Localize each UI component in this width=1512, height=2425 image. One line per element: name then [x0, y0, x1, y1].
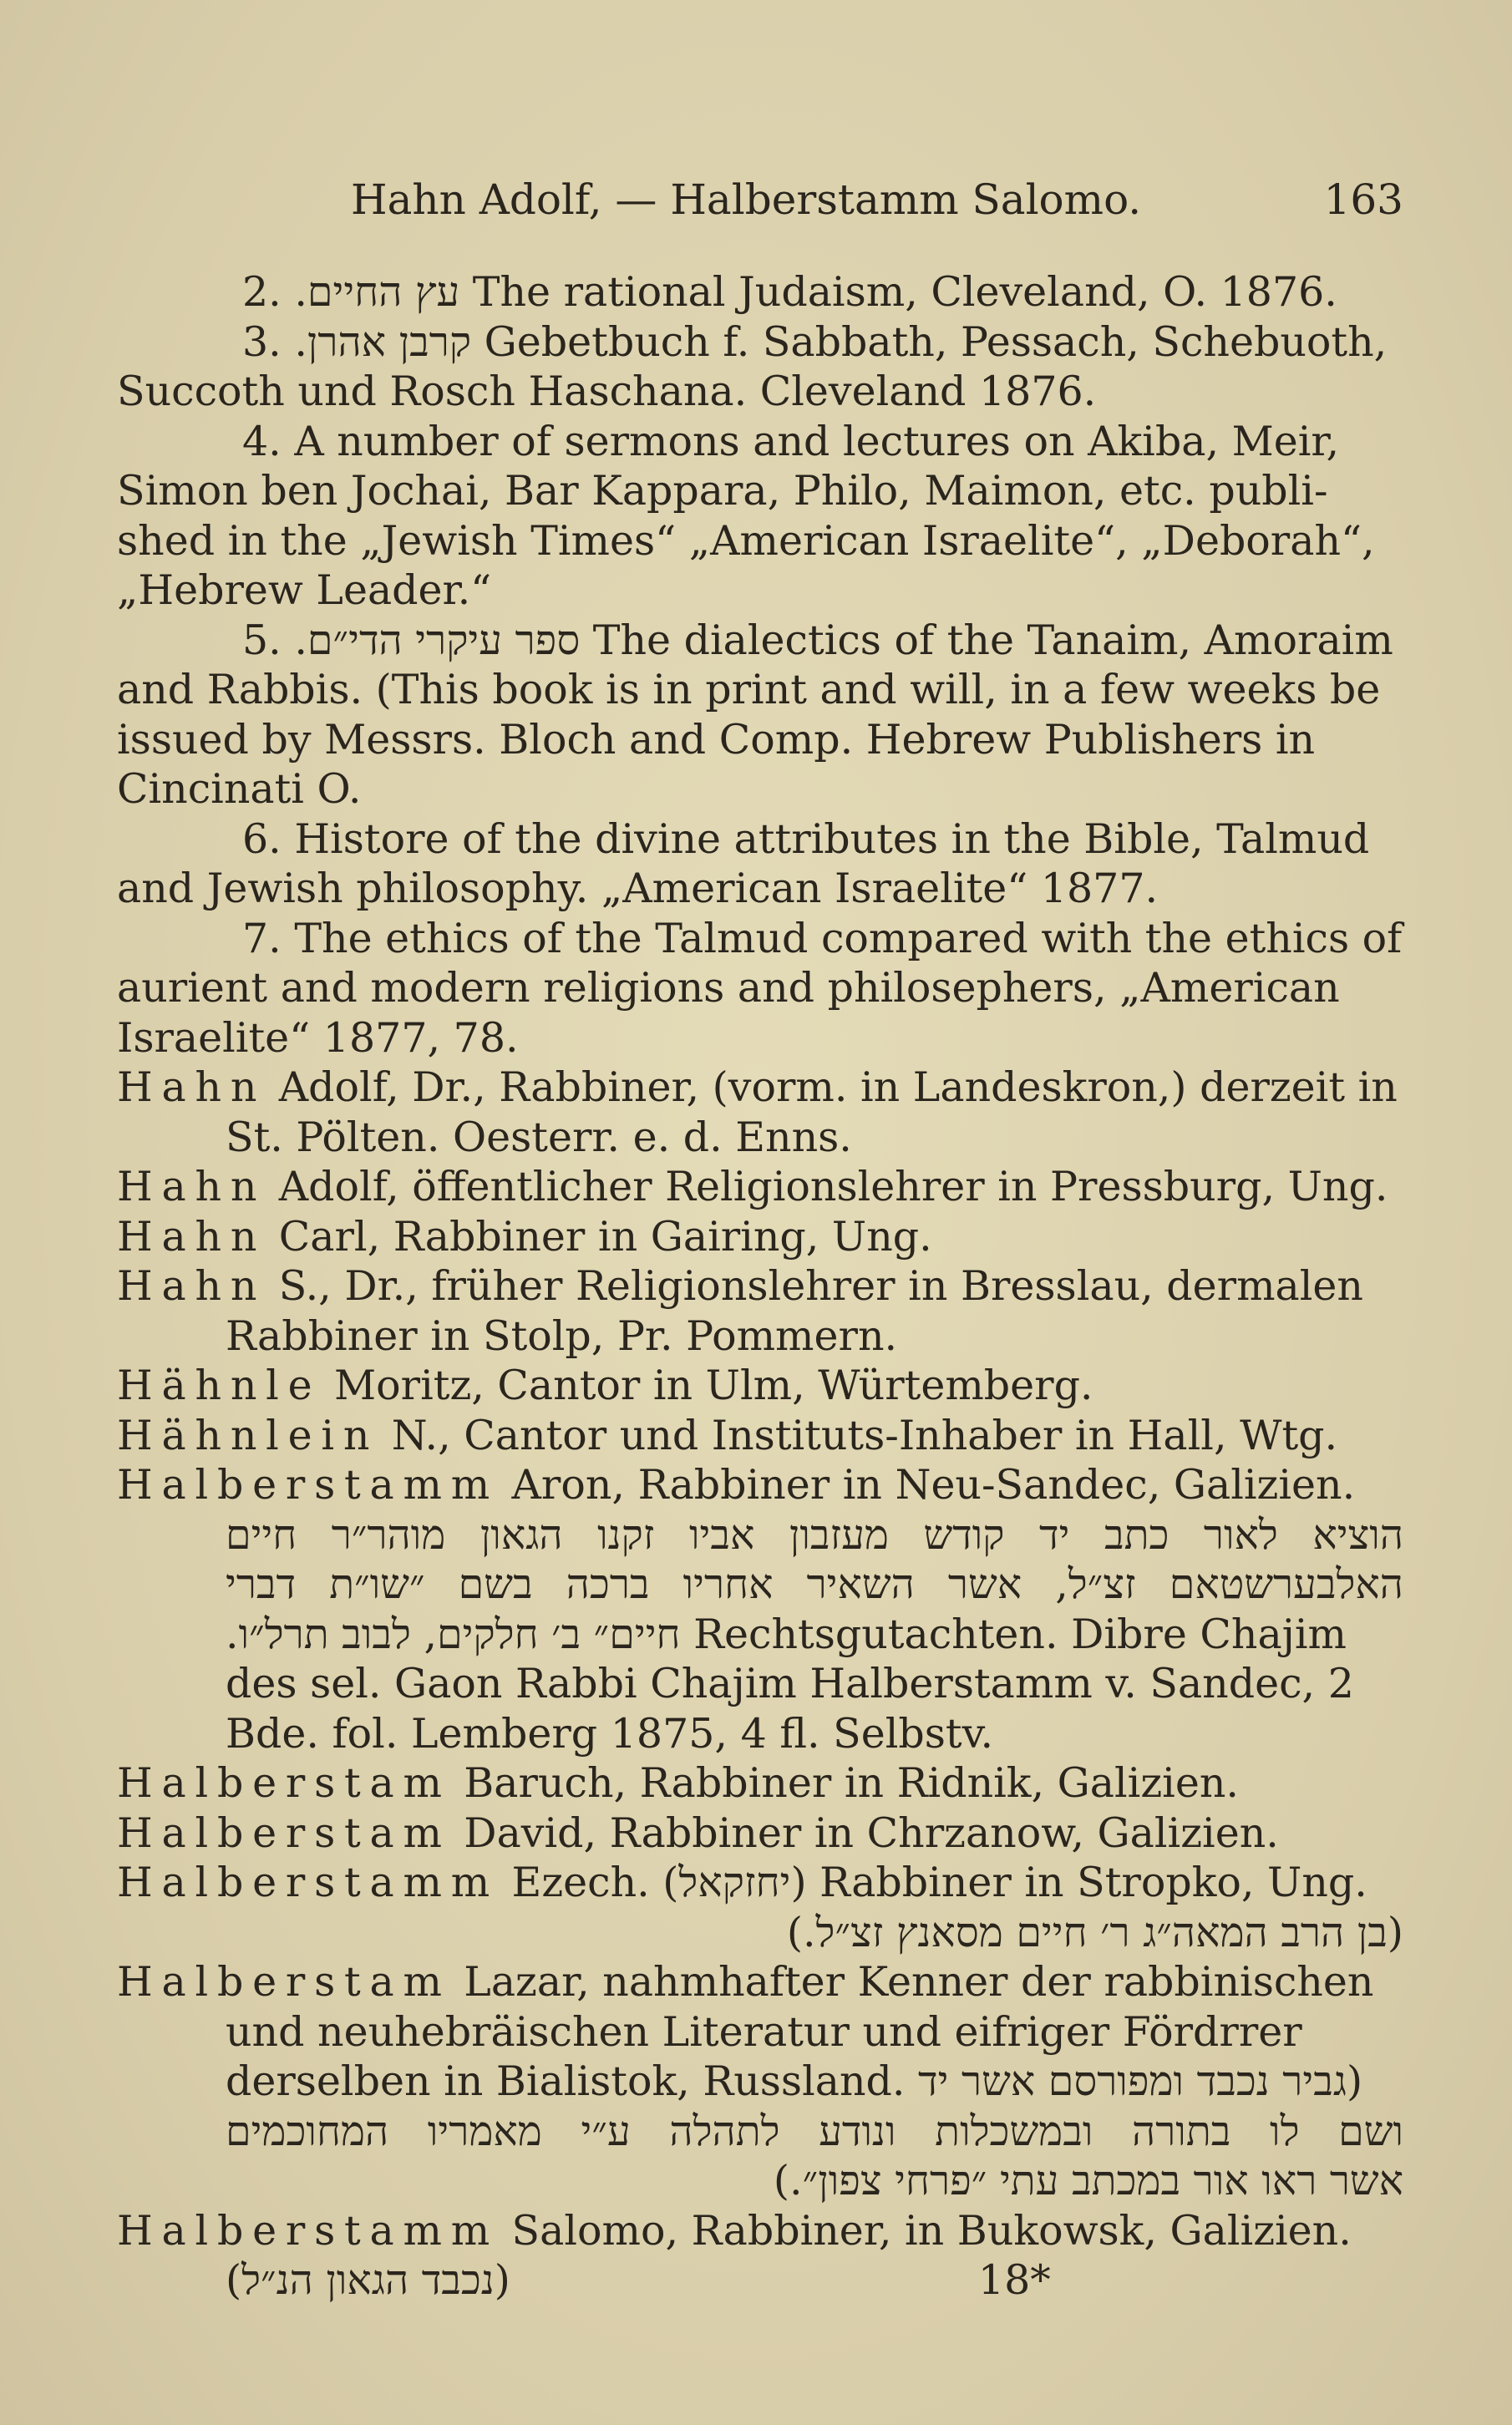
- entry-hahn-carl: [117, 1212, 1403, 1262]
- entry-halberstam-david: [117, 1809, 1403, 1859]
- entry-text: S., Dr., früher Religionslehrer in Bresslau, dermalen Rabbiner in Stolp, Pr. Pommern.: [226, 1262, 1363, 1360]
- item-text: 6. Histore of the divine attributes in the Bible, Talmud and Jewish philosophy. „American Israelite“ 1877.: [117, 814, 1370, 912]
- work-item-5: [117, 616, 1403, 814]
- entry-hahn-adolf-dr: [117, 1063, 1403, 1162]
- item-number: 5.: [242, 616, 282, 664]
- entry-name: Halberstam: [117, 1958, 451, 2006]
- entry-halberstam-lazar: [117, 1957, 1403, 2206]
- entry-text: Salomo, Rabbiner, in Bukowsk, Galizien.: [511, 2206, 1352, 2255]
- hebrew-line: ושם לו בתורה ובמשכלות ונודע לתהלה ע״י מאמריו המחוכמים: [226, 2107, 1403, 2155]
- entry-name: Hahn: [117, 1163, 266, 1210]
- entry-text: Rechtsgutachten. Dibre Chajim des sel. Gaon Rabbi Chajim Halberstamm v. Sandec, 2 Bde. fol. Lemberg 1875, 4 fl. Selbstv.: [226, 1610, 1354, 1758]
- entry-text: Carl, Rabbiner in Gairing, Ung.: [278, 1212, 932, 1261]
- entry-name: Halberstamm: [117, 1461, 499, 1509]
- entry-text: Ezech.: [511, 1859, 650, 1906]
- hebrew-fragment: (יחזקאל): [662, 1859, 807, 1906]
- item-number: 3.: [242, 317, 282, 366]
- entry-text: Lazar, nahmhafter Kenner der rabbinischen und neuhebräischen Literatur und eifriger Fördrrer derselben in Bialistok, Russland.: [226, 1958, 1374, 2105]
- item-text: 4. A number of sermons and lectures on Akiba, Meir, Simon ben Jochai, Bar Kappara, Philo, Maimon, etc. publi-shed in the „Jewish Times“ „American Israelite“, „Deborah“, „Hebrew Leader.“: [117, 417, 1375, 614]
- signature-mark: 18*: [977, 2256, 1051, 2304]
- entry-name: Halberstamm: [117, 2206, 499, 2255]
- hebrew-fragment: חיים״ ב׳ חלקים, לבוב תרל״ו.: [226, 1610, 681, 1658]
- work-item-2: [117, 267, 1403, 317]
- hebrew-line: אשר ראו אור במכתב עתי ״פרחי צפון״.): [773, 2157, 1403, 2204]
- entry-halberstamm-salomo: [117, 2206, 1403, 2256]
- hebrew-fragment: (גביר נכבד ומפורסם אשר יד: [918, 2057, 1363, 2105]
- hebrew-line: הוציא לאור כתב יד קודש מעזבון אביו זקנו הגאון מוהר״ר חיים: [226, 1510, 1403, 1559]
- entry-halberstamm-ezech: [117, 1858, 1403, 1957]
- hebrew-line: (בן הרב המאה״ג ר׳ חיים מסאנץ זצ״ל.): [786, 1908, 1403, 1956]
- page-number: 163: [1323, 175, 1403, 224]
- entry-halberstamm-aron: [117, 1460, 1403, 1758]
- hebrew-line: האלבערשטאם זצ״ל, אשר השאיר אחריו ברכה בשם ״שו״ת דברי: [226, 1560, 1403, 1608]
- work-item-7: [117, 914, 1403, 1063]
- item-text: 7. The ethics of the Talmud compared with the ethics of aurient and modern religions and philosephers, „American Israelite“ 1877, 78.: [117, 914, 1403, 1062]
- hebrew-note: (נכבד הגאון הנ״ל): [226, 2256, 510, 2304]
- entry-hahn-s: [117, 1261, 1403, 1361]
- entry-head: [117, 1858, 1403, 1908]
- running-title: Hahn Adolf, — Halberstamm Salomo.: [351, 175, 1142, 224]
- work-item-6: [117, 814, 1403, 914]
- item-text: The rational Judaism, Cleveland, O. 1876.: [472, 268, 1337, 316]
- entry-text: Adolf, öffentlicher Religionslehrer in Pressburg, Ung.: [278, 1163, 1388, 1210]
- item-number: 2.: [242, 268, 282, 316]
- hebrew-title: קרבן אהרן.: [294, 317, 472, 366]
- entry-text: Rabbiner in Stropko, Ung.: [819, 1859, 1367, 1906]
- entry-name: Halberstamm: [117, 1859, 499, 1906]
- page-body: [117, 267, 1403, 2306]
- entry-halberstam-baruch: [117, 1758, 1403, 1809]
- entry-name: Hähnlein: [117, 1411, 379, 1459]
- entry-text: Moritz, Cantor in Ulm, Würtemberg.: [334, 1362, 1093, 1409]
- entry-text: David, Rabbiner in Chrzanow, Galizien.: [464, 1809, 1279, 1857]
- entry-haehnlein-n: [117, 1411, 1403, 1461]
- entry-hahn-adolf-pressburg: [117, 1162, 1403, 1212]
- hebrew-title: ספר עיקרי הדי״ם.: [294, 616, 581, 664]
- entry-name: Halberstam: [117, 1759, 451, 1807]
- entry-text: Adolf, Dr., Rabbiner, (vorm. in Landeskron,) derzeit in St. Pölten. Oesterr. e. d. Enns.: [226, 1063, 1398, 1161]
- entry-text: N., Cantor und Instituts-Inhaber in Hall, Wtg.: [391, 1411, 1338, 1459]
- entry-text: Aron, Rabbiner in Neu-Sandec, Galizien.: [511, 1461, 1356, 1509]
- entry-name: Hahn: [117, 1262, 266, 1310]
- hebrew-title: עץ החיים.: [294, 268, 460, 316]
- item-text: Gebetbuch f. Sabbath, Pessach, Schebuoth, Succoth und Rosch Haschana. Cleveland 1876.: [117, 317, 1388, 415]
- entry-text: Baruch, Rabbiner in Ridnik, Galizien.: [464, 1759, 1239, 1807]
- entry-head: [117, 1957, 1403, 2107]
- entry-name: Hähnle: [117, 1362, 322, 1409]
- page-footer: [117, 2255, 1403, 2306]
- entry-name: Hahn: [117, 1063, 266, 1111]
- entry-head: [117, 1460, 1403, 1510]
- work-item-4: [117, 417, 1403, 616]
- entry-name: Halberstam: [117, 1809, 451, 1857]
- entry-haehnle-moritz: [117, 1361, 1403, 1411]
- work-item-3: [117, 317, 1403, 417]
- entry-continuation: [117, 1610, 1403, 1759]
- entry-name: Hahn: [117, 1212, 266, 1261]
- item-text: The dialectics of the Tanaim, Amoraim and Rabbis. (This book is in print and will, in a few weeks be issued by Messrs. Bloch and Comp. Hebrew Publishers in Cincinati O.: [117, 616, 1393, 813]
